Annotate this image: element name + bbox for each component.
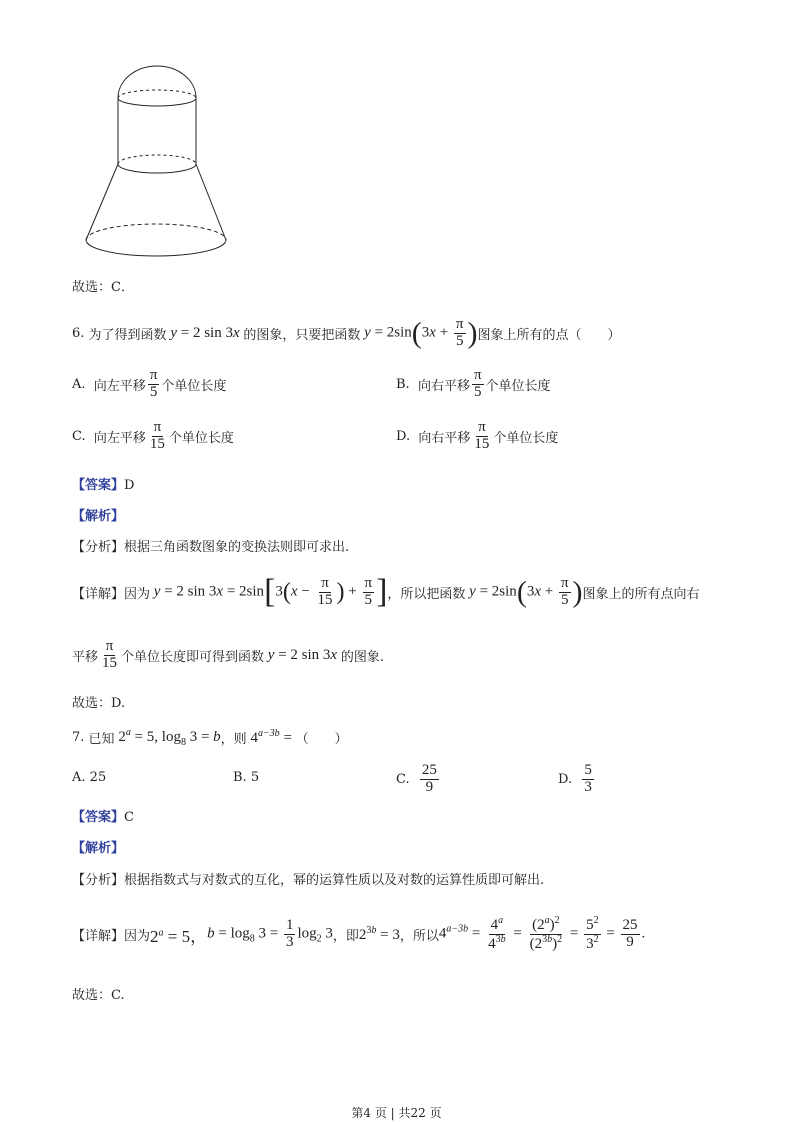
text: ，所以 (399, 928, 439, 944)
stem-text: 为了得到函数 (88, 327, 167, 343)
formula: y = 2 sin 3x (170, 324, 240, 341)
option-text: 向左平移 (93, 430, 146, 446)
option-c[interactable] (396, 760, 441, 798)
option-letter: C. (396, 771, 410, 787)
xiangjie-line-1 (72, 570, 700, 614)
text: ，即 (332, 928, 359, 944)
fenxi-tag: 【分析】 (72, 540, 125, 555)
analysis-label: 【解析】 (72, 509, 125, 524)
text: 个单位长度即可得到函数 (121, 649, 265, 665)
stem-text: 的图象，只要把函数 (243, 327, 361, 343)
option-fraction: $\frac{\pi}{5}$ (149, 366, 158, 400)
text: ，所以把函数 (387, 586, 466, 602)
fraction: $\frac{\pi}{15}$ (102, 637, 118, 671)
analysis-label: 【解析】 (72, 841, 125, 856)
option-b[interactable] (233, 770, 259, 785)
option-text: 个单位长度 (485, 378, 551, 394)
formula: $2^a = 5$， (150, 926, 208, 946)
option-fraction: $\frac{25}{9}$ (421, 761, 437, 795)
option-text: 25 (89, 770, 107, 785)
option-letter: A. (72, 770, 86, 785)
fenxi-line (72, 869, 544, 888)
formula: y = 2sin(3x + $\frac{\pi}{5}$ ) (469, 574, 583, 608)
option-a[interactable] (72, 366, 226, 402)
text: 因为 (124, 928, 151, 944)
option-c[interactable] (72, 418, 234, 454)
conclusion-q7: 故选：C. (72, 988, 125, 1003)
question-6-stem (72, 313, 621, 353)
conclusion-q6: 故选：D. (72, 696, 126, 711)
option-text: 个单位长度 (493, 430, 559, 446)
option-letter: B. (233, 770, 247, 785)
stem-text: 图象上所有的点（ ） (477, 327, 621, 343)
text: 平移 (72, 649, 99, 665)
page-footer: 第4 页 | 共22 页 (351, 1106, 442, 1120)
option-text: 向右平移 (417, 378, 470, 394)
stem-text: 已知 (88, 731, 115, 747)
stem-text: （ ） (295, 731, 348, 747)
formula: y = 2 sin 3x = 2sin[3(x − $\frac{\pi}{15}$ ) + $\frac{\pi}{5}$ ] (153, 573, 388, 610)
option-letter: D. (396, 428, 411, 444)
option-d[interactable] (558, 760, 596, 798)
answer-tag: 【答案】 (72, 478, 125, 493)
option-text: 向右平移 (418, 430, 471, 446)
option-fraction: $\frac{5}{3}$ (584, 761, 592, 795)
option-d[interactable] (396, 418, 558, 454)
fenxi-text: 根据三角函数图象的变换法则即可求出. (124, 540, 350, 555)
answer-value: C (124, 810, 134, 825)
xiangjie-tag: 【详解】 (72, 928, 125, 944)
formula: $2^a = 5$, $\log_8 3 = b$ (114, 726, 221, 748)
option-b[interactable] (396, 366, 551, 402)
text: 的图象. (340, 649, 384, 665)
analysis-tag (72, 837, 124, 856)
option-fraction: $\frac{\pi}{15}$ (149, 418, 165, 452)
question-number: 7. (72, 729, 85, 745)
formula: $4^{a-3b}$ = (246, 727, 296, 746)
option-fraction: $\frac{\pi}{15}$ (474, 418, 490, 452)
text: 因为 (124, 586, 151, 602)
fenxi-tag: 【分析】 (72, 873, 125, 888)
text: 图象上的所有点向右 (582, 586, 700, 602)
formula: y = 2 sin 3x (267, 646, 338, 663)
answer-line (72, 474, 134, 493)
answer-value: D (124, 478, 135, 493)
option-text: 5 (250, 770, 260, 785)
option-a[interactable] (72, 770, 106, 785)
question-7-stem (72, 726, 348, 748)
xiangjie-line (72, 906, 645, 962)
option-text: 个单位长度 (161, 378, 227, 394)
xiangjie-line-2 (72, 635, 384, 675)
answer-tag: 【答案】 (72, 810, 125, 825)
option-letter: C. (72, 428, 86, 444)
formula: $2^{3b} = 3$ (358, 924, 400, 943)
conclusion-q5: 故选：C． (72, 280, 134, 295)
answer-line (72, 806, 134, 825)
stem-text: ，则 (220, 731, 247, 747)
option-fraction: $\frac{\pi}{5}$ (473, 366, 482, 400)
fenxi-text: 根据指数式与对数式的互化，幂的运算性质以及对数的运算性质即可解出. (124, 873, 545, 888)
option-letter: D. (558, 771, 573, 787)
xiangjie-tag: 【详解】 (72, 586, 125, 602)
option-text: 个单位长度 (168, 430, 234, 446)
fenxi-line (72, 536, 349, 555)
formula: y = 2sin(3x + $\frac{\pi}{5}$ ) (364, 315, 478, 349)
question-number: 6. (72, 325, 85, 341)
option-text: 向左平移 (93, 378, 146, 394)
analysis-tag (72, 505, 124, 524)
option-letter: A. (72, 376, 86, 392)
option-letter: B. (396, 376, 410, 392)
formula: $4^{a-3b}$ = $\frac{4^a}{4^{3b}}$ = $\frac{(2^a)^2}{(2^{3b})^2}$ = $\frac{5^2}{3^2}$ = $\frac{25}{9}$ . (438, 914, 646, 952)
formula: $b = \log_8 3$ = $\frac{1}{3}$ $\log_2 3$ (207, 916, 333, 950)
solid-figure (80, 62, 240, 262)
